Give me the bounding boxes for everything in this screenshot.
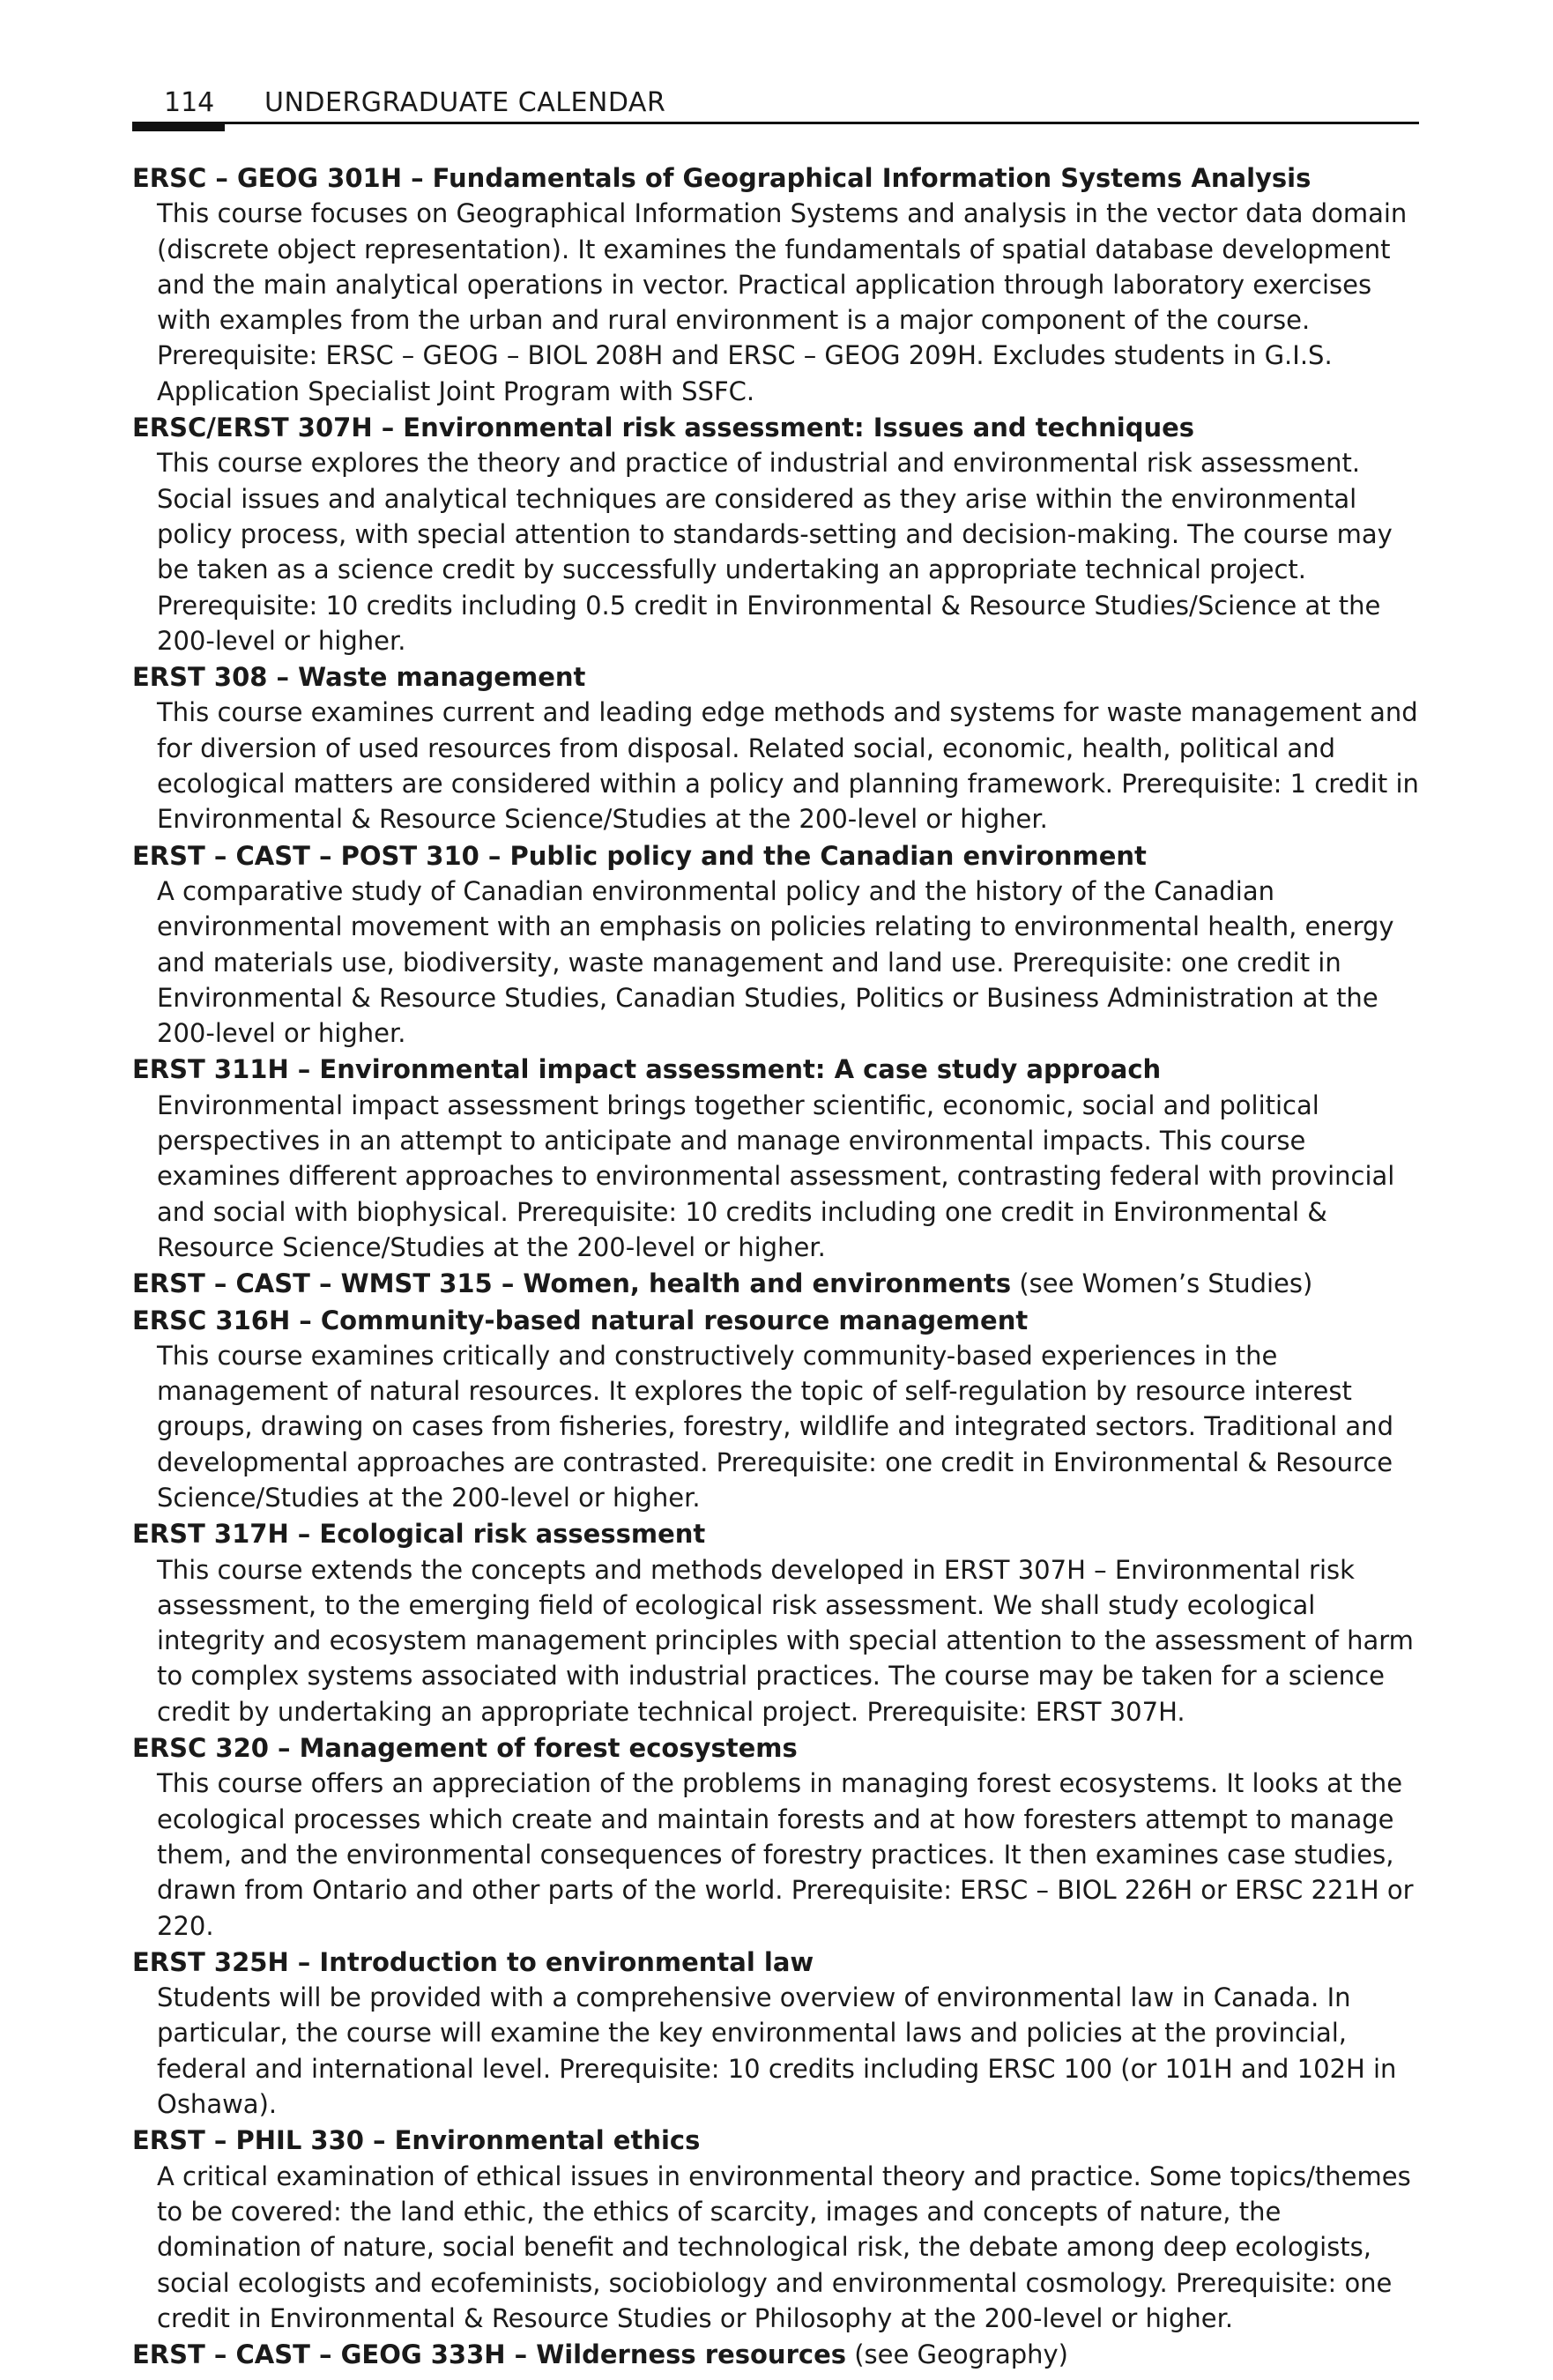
course-entry bbox=[132, 1730, 1428, 1944]
course-title: ERSC 320 – Management of forest ecosystems bbox=[132, 1733, 798, 1764]
course-entry bbox=[132, 160, 1428, 409]
course-description: This course examines critically and constructively community-based experiences in the management of natural resources. It explores the topic of self-regulation by resource interest groups, drawing on cases from fisheries, forestry, wildlife and integrated sectors. Traditional and developmental approaches are contrasted. Prerequisite: one credit in Environmental & Resource Science/Studies at the 200-level or higher. bbox=[157, 1340, 1393, 1513]
page-header bbox=[132, 86, 1419, 129]
course-title: ERST – CAST – WMST 315 – Women, health and environments bbox=[132, 1268, 1012, 1299]
course-title: ERST 311H – Environmental impact assessment: A case study approach bbox=[132, 1054, 1162, 1085]
course-title: ERST – PHIL 330 – Environmental ethics bbox=[132, 2125, 701, 2156]
course-title: ERST 317H – Ecological risk assessment bbox=[132, 1519, 706, 1550]
page-number: 114 bbox=[164, 87, 215, 118]
course-description: A comparative study of Canadian environmental policy and the history of the Canadian environmental movement with an emphasis on policies relating to environmental health, energy and materials use, biodiversity, waste management and land use. Prerequisite: one credit in Environmental & Resource Studies, Canadian Studies, Politics or Business Administration at the 200-level or higher. bbox=[157, 875, 1394, 1049]
course-title: ERST 325H – Introduction to environmental law bbox=[132, 1946, 814, 1977]
course-entry bbox=[132, 1945, 1428, 2122]
running-title: UNDERGRADUATE CALENDAR bbox=[264, 87, 666, 118]
course-entry bbox=[132, 410, 1428, 658]
course-description: A critical examination of ethical issues in environmental theory and practice. Some topics/themes to be covered: the land ethic, the ethics of scarcity, images and concepts of nature, the domination of nature, social benefit and technological risk, the debate among deep ecologists, social ecologists and ecofeminists, sociobiology and environmental cosmology. Prerequisite: one credit in Environmental & Resource Studies or Philosophy at the 200-level or higher. bbox=[157, 2161, 1411, 2333]
course-entry bbox=[132, 1266, 1428, 1301]
course-entry bbox=[132, 659, 1428, 837]
course-entry bbox=[132, 2337, 1428, 2372]
cross-reference-note: (see Women’s Studies) bbox=[1011, 1268, 1313, 1299]
course-description: Environmental impact assessment brings together scientific, economic, social and political perspectives in an attempt to anticipate and manage environmental impacts. This course examines different approaches to environmental assessment, contrasting federal with provincial and social with biophysical. Prerequisite: 10 credits including one credit in Environmental & Resource Science/Studies at the 200-level or higher. bbox=[157, 1090, 1395, 1262]
course-title: ERST 308 – Waste management bbox=[132, 662, 586, 693]
course-description: Students will be provided with a comprehensive overview of environmental law in Canada. In particular, the course will examine the key environmental laws and policies at the provincial, federal and international level. Prerequisite: 10 credits including ERSC 100 (or 101H and 102H in Oshawa). bbox=[157, 1982, 1397, 2120]
course-description: This course explores the theory and practice of industrial and environmental risk assessment. Social issues and analytical techniques are considered as they arise within the environmental policy process, with special attention to standards-setting and decision-making. The course may be taken as a science credit by successfully undertaking an appropriate technical project. Prerequisite: 10 credits including 0.5 credit in Environmental & Resource Studies/Science at the 200-level or higher. bbox=[157, 448, 1393, 656]
course-description: This course examines current and leading edge methods and systems for waste management and for diversion of used resources from disposal. Related social, economic, health, political and ecological matters are considered within a policy and planning framework. Prerequisite: 1 credit in Environmental & Resource Science/Studies at the 200-level or higher. bbox=[157, 697, 1419, 835]
course-title: ERSC 316H – Community-based natural resource management bbox=[132, 1305, 1029, 1335]
course-title: ERST – CAST – POST 310 – Public policy and the Canadian environment bbox=[132, 840, 1147, 871]
course-title-with-note bbox=[132, 1266, 1428, 1301]
course-entry bbox=[132, 1303, 1428, 1516]
course-entry bbox=[132, 838, 1428, 1052]
cross-reference-note: (see Geography) bbox=[846, 2339, 1068, 2370]
course-title: ERSC – GEOG 301H – Fundamentals of Geographical Information Systems Analysis bbox=[132, 163, 1312, 193]
course-description: This course extends the concepts and methods developed in ERST 307H – Environmental risk assessment, to the emerging field of ecological risk assessment. We shall study ecological integrity and ecosystem management principles with special attention to the assessment of harm to complex systems associated with industrial practices. The course may be taken for a science credit by undertaking an appropriate technical project. Prerequisite: ERST 307H. bbox=[157, 1554, 1414, 1727]
course-description: This course focuses on Geographical Information Systems and analysis in the vector data domain (discrete object representation). It examines the fundamentals of spatial database development and the main analytical operations in vector. Practical application through laboratory exercises with examples from the urban and rural environment is a major component of the course. Prerequisite: ERSC – GEOG – BIOL 208H and ERSC – GEOG 209H. Excludes students in G.I.S. Application Specialist Joint Program with SSFC. bbox=[157, 198, 1408, 406]
course-title: ERST – CAST – GEOG 333H – Wilderness resources bbox=[132, 2339, 847, 2370]
course-entry bbox=[132, 1516, 1428, 1729]
course-title: ERSC/ERST 307H – Environmental risk assessment: Issues and techniques bbox=[132, 413, 1195, 443]
course-list bbox=[132, 160, 1428, 2373]
course-entry bbox=[132, 1052, 1428, 1265]
header-rule bbox=[132, 122, 1419, 124]
header-rule-tab bbox=[132, 122, 225, 131]
course-entry bbox=[132, 2123, 1428, 2336]
course-description: This course offers an appreciation of the problems in managing forest ecosystems. It looks at the ecological processes which create and maintain forests and at how foresters attempt to manage them, and the environmental consequences of forestry practices. It then examines case studies, drawn from Ontario and other parts of the world. Prerequisite: ERSC – BIOL 226H or ERSC 221H or 220. bbox=[157, 1768, 1414, 1941]
course-title-with-note bbox=[132, 2337, 1428, 2372]
